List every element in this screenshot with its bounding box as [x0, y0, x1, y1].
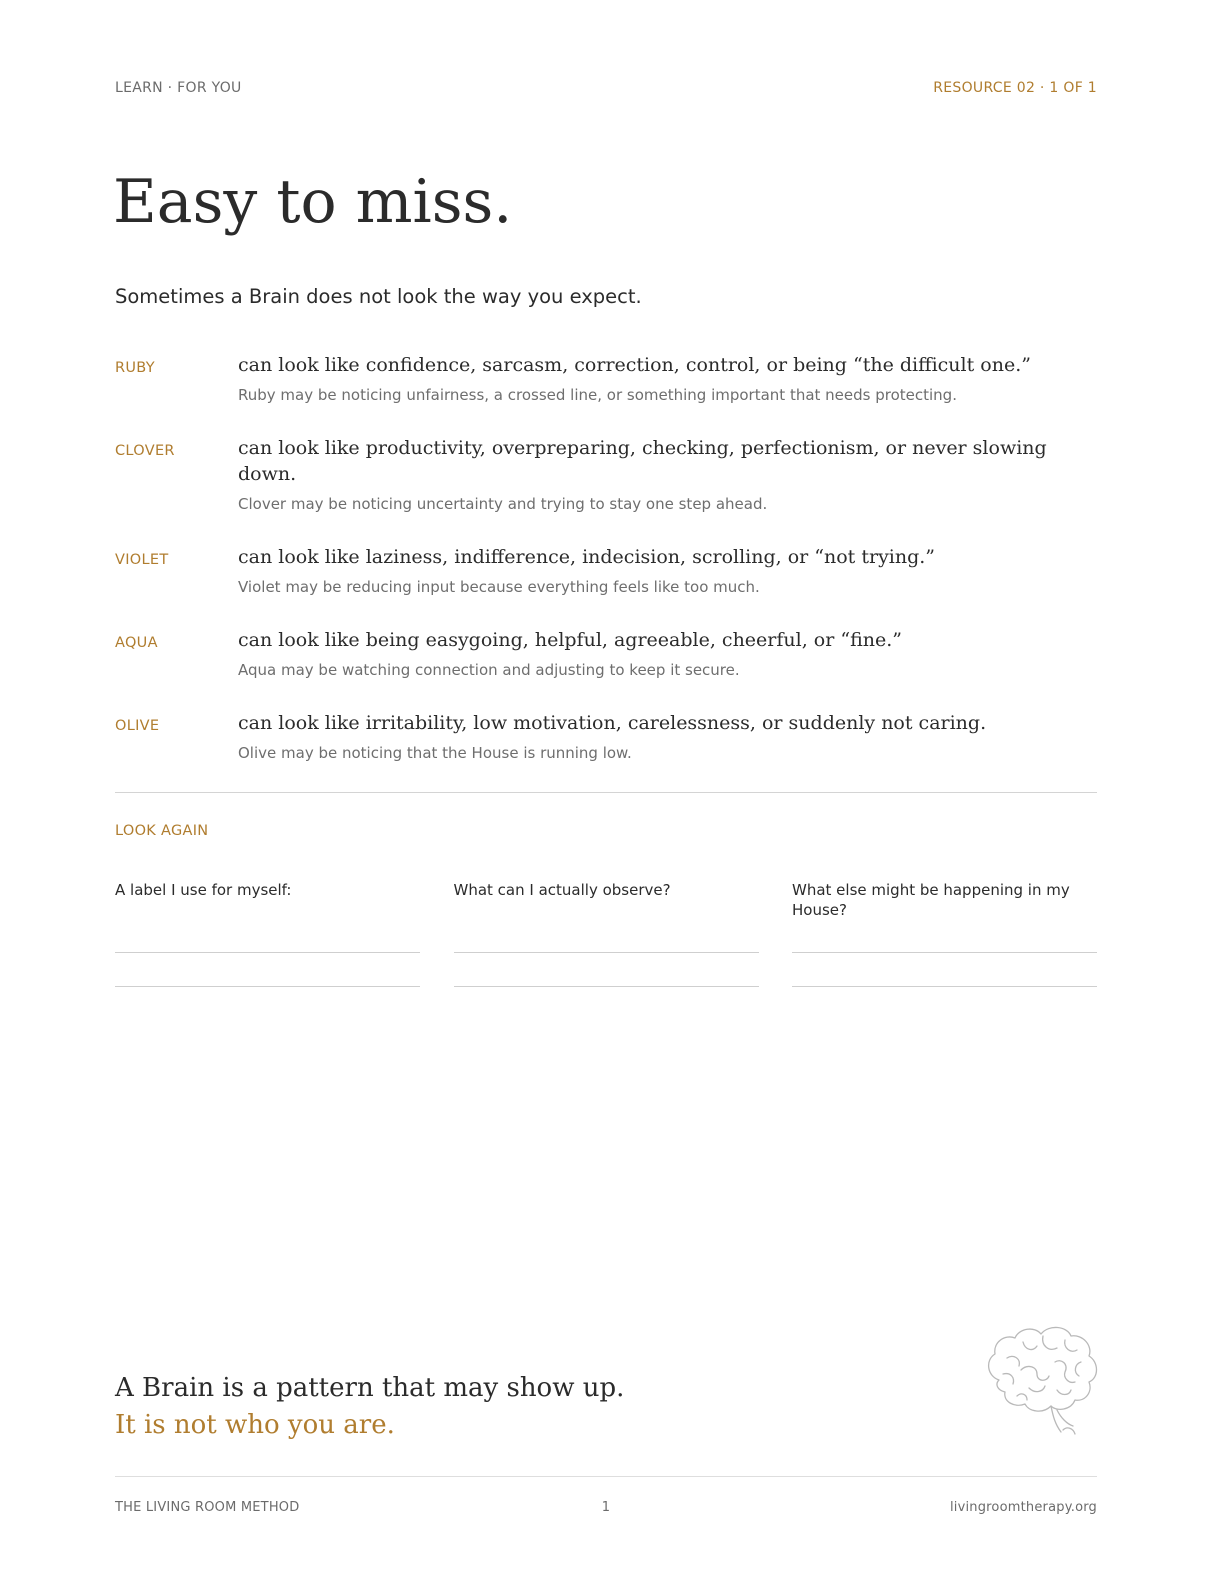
writing-line[interactable] [115, 986, 420, 987]
section-breadcrumb: LEARN · FOR YOU [115, 80, 242, 96]
page-number: 1 [601, 1500, 611, 1515]
writing-line[interactable] [454, 952, 759, 953]
prompt-text: What can I actually observe? [453, 881, 671, 899]
prompt-text: What else might be happening in my House? [792, 881, 1070, 919]
writing-line[interactable] [115, 952, 420, 953]
brain-list [115, 352, 1097, 793]
brain-name: CLOVER [115, 443, 175, 459]
brain-note: Aqua may be watching connection and adjusting to keep it secure. [238, 661, 740, 679]
closing-line: A Brain is a pattern that may show up. [115, 1373, 625, 1403]
brain-looks-like: can look like confidence, sarcasm, correction, control, or being “the difficult one.” [238, 354, 1031, 376]
brain-body [238, 352, 1097, 405]
brain-name: OLIVE [115, 718, 160, 734]
brain-body [238, 627, 1097, 680]
brain-name: AQUA [115, 635, 158, 651]
reflection-prompt-observe [454, 880, 759, 990]
reflection-prompts [115, 880, 1097, 990]
brain-body [238, 710, 1097, 763]
brain-name: RUBY [115, 360, 155, 376]
brain-looks-like: can look like productivity, overpreparing, checking, perfectionism, or never slowing down. [238, 437, 1047, 485]
page-title: Easy to miss. [113, 167, 513, 237]
closing-emphasis: It is not who you are. [115, 1410, 395, 1440]
writing-line[interactable] [792, 952, 1097, 953]
brain-row-aqua [115, 627, 1097, 680]
writing-line[interactable] [454, 986, 759, 987]
brain-row-ruby [115, 352, 1097, 405]
page-subtitle: Sometimes a Brain does not look the way you expect. [115, 285, 642, 308]
brain-note: Violet may be reducing input because everything feels like too much. [238, 578, 760, 596]
brain-looks-like: can look like irritability, low motivation, carelessness, or suddenly not caring. [238, 712, 987, 734]
brain-note: Ruby may be noticing unfairness, a crossed line, or something important that needs protecting. [238, 386, 957, 404]
brain-body [238, 544, 1097, 597]
brain-row-violet [115, 544, 1097, 597]
reflection-prompt-label [115, 880, 420, 990]
resource-counter: RESOURCE 02 · 1 OF 1 [933, 80, 1097, 96]
brain-note: Clover may be noticing uncertainty and trying to stay one step ahead. [238, 495, 768, 513]
prompt-text: A label I use for myself: [115, 881, 292, 899]
footer-website: livingroomtherapy.org [949, 1500, 1097, 1515]
brain-row-clover [115, 435, 1097, 514]
closing-statement [115, 1370, 624, 1444]
brain-looks-like: can look like being easygoing, helpful, agreeable, cheerful, or “fine.” [238, 629, 902, 651]
footer-divider [115, 1476, 1097, 1477]
look-again-heading: LOOK AGAIN [115, 823, 209, 839]
brain-row-olive [115, 710, 1097, 763]
brain-body [238, 435, 1097, 514]
reflection-prompt-house [792, 880, 1097, 990]
footer-brand: THE LIVING ROOM METHOD [115, 1500, 300, 1515]
page-header [115, 80, 1097, 96]
writing-line[interactable] [792, 986, 1097, 987]
section-divider [115, 792, 1097, 793]
brain-name: VIOLET [115, 552, 169, 568]
brain-looks-like: can look like laziness, indifference, indecision, scrolling, or “not trying.” [238, 546, 936, 568]
worksheet-page [115, 0, 1097, 1584]
brain-note: Olive may be noticing that the House is running low. [238, 744, 632, 762]
brain-icon [977, 1318, 1107, 1438]
